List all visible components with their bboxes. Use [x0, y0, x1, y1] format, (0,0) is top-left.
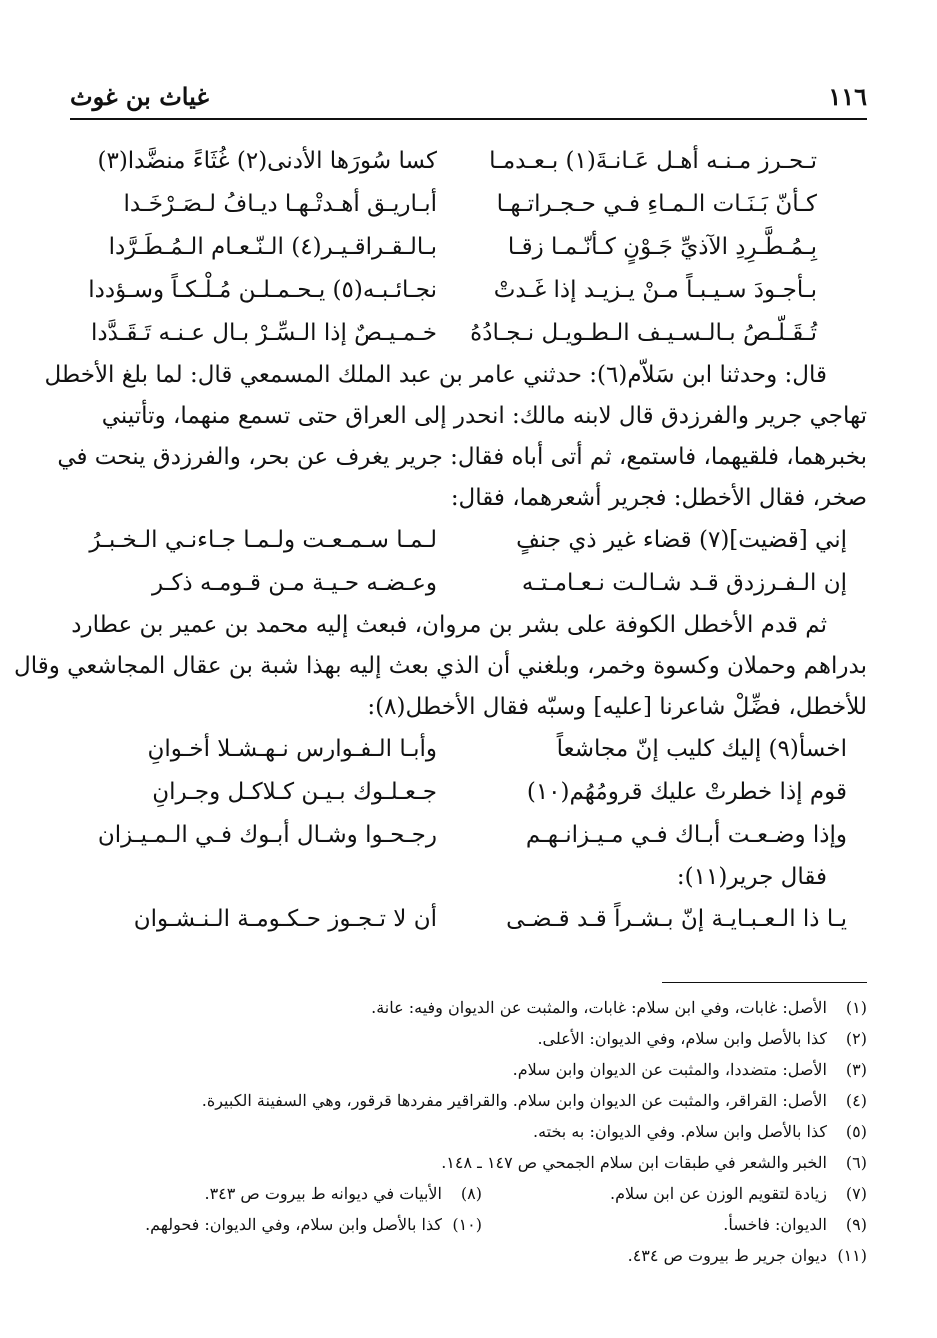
footnote — [70, 1085, 867, 1116]
verse-line — [70, 898, 867, 941]
verse-second-hemistich: بـالـقـراقـيـر(٤) الـنّـعـام الـمُـطَـرَّدا — [108, 234, 437, 260]
verse-second-hemistich: أن لا تـجـوز حـكـومـة الـنـشـوان — [133, 906, 437, 932]
footnote-separator — [662, 982, 867, 983]
verse-first-hemistich: إن الـفـرزدق قـد شـالـت نـعـامـتـه — [521, 570, 847, 596]
prose-paragraph-2 — [14, 605, 867, 728]
prose-line: قال: وحدثنا ابن سَلاّم(٦): حدثني عامر بن عبد الملك المسمعي قال: لما بلغ الأخطل — [44, 362, 827, 388]
verse-first-hemistich: اخسأ(٩) إليك كليب إنّ مجاشعاً — [556, 736, 847, 762]
verse-group-1 — [70, 140, 867, 355]
footnote-number: (٤) — [845, 1091, 867, 1110]
footnote-text: ديوان جرير ط بيروت ص ٤٣٤. — [627, 1246, 827, 1265]
verse-first-hemistich: وإذا وضـعـت أبـاك فـي مـيـزانـهـم — [525, 822, 847, 848]
footnote — [70, 1116, 867, 1147]
verse-second-hemistich: وأبـا الـفـوارس نـهـشـلا أخـوانِ — [147, 736, 437, 762]
footnote-text: الأبيات في ديوانه ط بيروت ص ٣٤٣. — [204, 1184, 442, 1203]
prose-line: بخبرهما، فلقيهما، فاستمع، ثم أتى أباه فقال: جرير يغرف عن بحر، والفرزدق ينحت في — [57, 444, 867, 470]
verse-line — [70, 728, 867, 771]
page-header — [70, 74, 867, 120]
verse-second-hemistich: خـمـيـصٌ إذا الـسِّـرْ بـال عـنـه تَـقَـدَّدا — [90, 320, 437, 346]
verse-line — [70, 519, 867, 562]
verse-first-hemistich: بـأجـودَ سـيـبـاً مـنْ يـزيـد إذا غَـدتْ — [493, 277, 817, 303]
page-number: ١١٦ — [828, 82, 867, 111]
footnote-number: (٥) — [845, 1122, 867, 1141]
verse-line — [70, 226, 867, 269]
verse-first-hemistich: كـأنّ بَـنَـات الـمـاءِ فـي حـجـراتـهـا — [496, 191, 817, 217]
footnote-number: (٦) — [845, 1153, 867, 1172]
footnote-number: (٨) — [460, 1184, 482, 1203]
verse-line — [70, 771, 867, 814]
main-text — [14, 140, 867, 941]
footnote-pair — [70, 1209, 867, 1240]
prose-intro-line: فقال جرير(١١): — [676, 864, 827, 890]
verse-second-hemistich: أبـاريـق أهـدتْـهـا ديـافُ لـصَـرْخَـدا — [123, 191, 437, 217]
verse-first-hemistich: إني [قضيت](٧) قضاء غير ذي جنفٍ — [516, 527, 847, 553]
verse-first-hemistich: تـحـرز مـنـه أهـل عَـانـةَ(١) بـعـدمـا — [489, 148, 817, 174]
footnote-number: (٣) — [845, 1060, 867, 1079]
verse-second-hemistich: كسا سُورَها الأدنى(٢) غُثَاءً منضَّدا(٣) — [97, 148, 437, 174]
footnote-text: الأصل: غابات، وفي ابن سلام: غابات، والمثبت عن الديوان وفيه: عانة. — [371, 998, 827, 1017]
running-title: غياث بن غوث — [70, 82, 209, 111]
verse-group-4 — [70, 898, 867, 941]
verse-line — [70, 269, 867, 312]
footnote-text: كذا بالأصل وابن سلام. وفي الديوان: به بخته. — [532, 1122, 827, 1141]
prose-line: صخر، فقال الأخطل: فجرير أشعرهما، فقال: — [450, 485, 867, 511]
footnote-text: الديوان: فاخسأ. — [723, 1215, 827, 1234]
verse-first-hemistich: بِـمُـطَّـرِدِ الآذيِّ جَـوْنٍ كـأنّـمـا زقـا — [507, 234, 817, 260]
footnote — [70, 1147, 867, 1178]
footnote-text: كذا بالأصل وابن سلام، وفي الديوان: فحولهم. — [145, 1215, 442, 1234]
footnote-text: الأصل: القراقر، والمثبت عن الديوان وابن سلام. والقراقير مفردها قرقور، وهي السفينة الكبيرة. — [201, 1091, 827, 1110]
footnote-pair — [70, 1178, 867, 1209]
prose-line: تهاجي جرير والفرزدق قال لابنه مالك: انحدر إلى العراق حتى تسمع منهما، وتأتيني — [101, 403, 867, 429]
prose-line: للأخطل، فضِّلْ شاعرنا [عليه] وسبّه فقال الأخطل(٨): — [367, 694, 867, 720]
verse-first-hemistich: قوم إذا خطرتْ عليك قرومُهُم(١٠) — [526, 779, 847, 805]
footnote-text: زيادة لتقويم الوزن عن ابن سلام. — [610, 1184, 827, 1203]
footnote-number: (٧) — [845, 1184, 867, 1203]
footnotes — [70, 992, 867, 1271]
verse-second-hemistich: نجـائـبـه(٥) يـحـمـلـن مُـلْـكـاً وسـؤددا — [88, 277, 437, 303]
footnote-text: الأصل: متضددا، والمثبت عن الديوان وابن سلام. — [512, 1060, 827, 1079]
prose-line: بدراهم وحملان وكسوة وخمر، وبلغني أن الذي بعث إليه بهذا شبة بن عقال المجاشعي وقال — [14, 653, 867, 679]
verse-second-hemistich: لـمـا سـمـعـت ولـمـا جـاءنـي الـخـبـرُ — [89, 527, 437, 553]
footnote-number: (٢) — [845, 1029, 867, 1048]
verse-line — [70, 183, 867, 226]
verse-line — [70, 814, 867, 857]
prose-paragraph-1 — [44, 355, 867, 519]
footnote — [70, 1023, 867, 1054]
verse-group-2 — [70, 519, 867, 605]
verse-line — [70, 140, 867, 183]
footnote — [70, 992, 867, 1023]
footnote-text: الخبر والشعر في طبقات ابن سلام الجمحي ص ١٤٧ ـ ١٤٨. — [441, 1153, 827, 1172]
verse-second-hemistich: رجـحـوا وشـال أبـوك فـي الـمـيـزان — [97, 822, 437, 848]
footnote — [70, 1240, 867, 1271]
footnote-number: (١) — [845, 998, 867, 1017]
verse-second-hemistich: وعـضـه حـيـة مـن قـومـه ذكـر — [152, 570, 437, 596]
verse-first-hemistich: يـا ذا الـعـبـايـة إنّ بـشـراً قـد قـضـى — [506, 906, 847, 932]
prose-line: ثم قدم الأخطل الكوفة على بشر بن مروان، فبعث إليه محمد بن عمير بن عطارد — [71, 612, 827, 638]
footnote — [70, 1054, 867, 1085]
verse-line — [70, 562, 867, 605]
verse-second-hemistich: جـعـلـوك بـيـن كـلاكـل وجـرانِ — [152, 779, 437, 805]
footnote-number: (٩) — [845, 1215, 867, 1234]
verse-line — [70, 312, 867, 355]
verse-first-hemistich: تُـقَـلّـصُ بـالـسـيـف الـطـويـل نـجـادُهُ — [470, 320, 817, 346]
footnote-number: (١٠) — [452, 1215, 482, 1234]
footnote-number: (١١) — [837, 1246, 867, 1265]
verse-group-3 — [70, 728, 867, 857]
footnote-text: كذا بالأصل وابن سلام، وفي الديوان: الأعلى. — [537, 1029, 827, 1048]
